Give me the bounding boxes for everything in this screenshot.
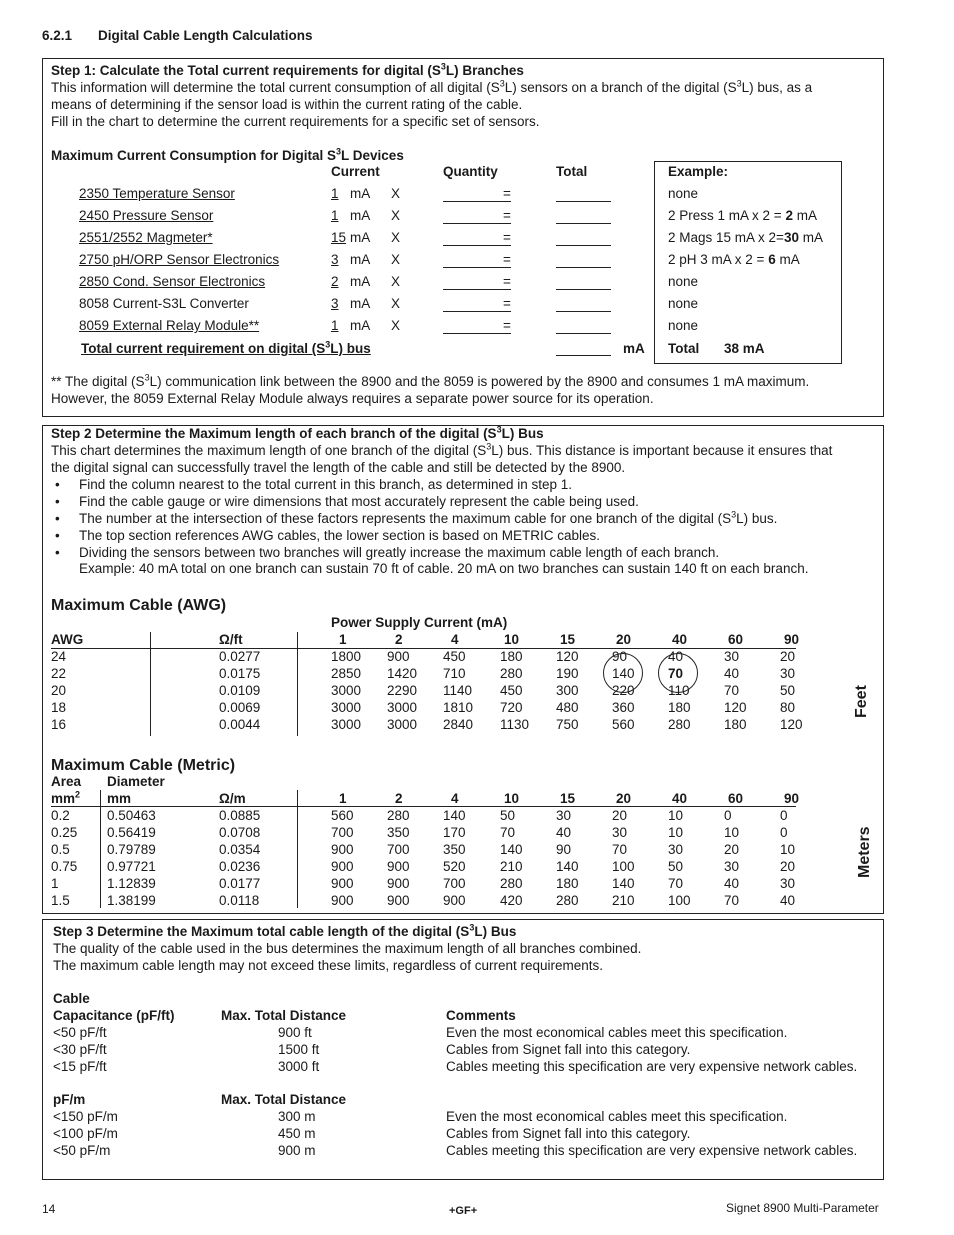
equals-sign: = — [503, 296, 511, 311]
equals-sign: = — [503, 252, 511, 267]
total-current-label: Total current requirement on digital $(S^3L)$ bus — [81, 339, 371, 356]
equals-sign: = — [503, 230, 511, 245]
bullet-text: Find the column nearest to the total current in this branch, as determined in step 1. — [79, 477, 573, 492]
metric-cell: 40 — [780, 893, 796, 908]
distance-value: 900 m — [278, 1143, 316, 1158]
awg-cell: 1140 — [443, 683, 473, 698]
example-entry: none — [668, 296, 699, 311]
metric-cell: 0 — [724, 808, 732, 823]
capacitance-value: <50 pF/m — [53, 1143, 111, 1158]
metric-cell: 280 — [500, 876, 523, 891]
total-blank[interactable] — [556, 223, 611, 224]
awg-ohm: 0.0044 — [219, 717, 261, 732]
awg-col-header: AWG — [51, 632, 84, 647]
bullet-text: The number at the intersection of these factors represents the maximum cable for one branch of the digital $(S^3L)$ bus. — [79, 509, 778, 526]
step3-line1: The quality of the cable used in the bus determines the maximum length of all branches combined. — [53, 941, 642, 956]
awg-cell: 2840 — [443, 717, 474, 732]
example-title: Example: — [668, 164, 729, 179]
step1-heading: Step 1: Calculate the Total current requirements for digital $(S^3L)$ Branches — [51, 61, 524, 78]
example-entry: 2 Mags 15 mA x 2=30 mA — [668, 230, 823, 245]
section-title: Digital Cable Length Calculations — [98, 28, 313, 43]
metric-cell: 50 — [668, 859, 684, 874]
device-current: 15 — [331, 230, 347, 245]
awg-cell: 140 — [612, 666, 635, 681]
step2-heading: Step 2 Determine the Maximum length of each branch of the digital $(S^3L)$ Bus — [51, 424, 544, 441]
equals-sign: = — [503, 318, 511, 333]
awg-gauge: 24 — [51, 649, 67, 664]
metric-cell: 30 — [612, 825, 628, 840]
metric-cell: 900 — [331, 859, 354, 874]
device-name: 2450 Pressure Sensor — [79, 208, 214, 223]
metric-cell: 900 — [331, 876, 354, 891]
awg-header-rule — [51, 648, 796, 649]
quantity-blank[interactable] — [443, 223, 511, 224]
metric-cell: 900 — [331, 842, 354, 857]
example-entry: 2 Press 1 mA x 2 = 2 mA — [668, 208, 817, 223]
step3-heading: Step 3 Determine the Maximum total cable length of the digital $(S^3L)$ Bus — [53, 922, 517, 939]
awg-title: Maximum Cable (AWG) — [51, 597, 227, 614]
device-unit: mA — [350, 208, 371, 223]
bullet-mark: • — [55, 494, 60, 509]
awg-cell: 450 — [500, 683, 523, 698]
circle-highlight-70 — [658, 653, 698, 693]
awg-cell: 1810 — [443, 700, 474, 715]
awg-cell: 3000 — [331, 683, 362, 698]
awg-divider-2 — [297, 632, 298, 736]
metric-cell: 140 — [500, 842, 523, 857]
metric-cell: 30 — [780, 876, 796, 891]
metric-cell: 700 — [387, 842, 410, 857]
metric-cell: 900 — [387, 893, 410, 908]
awg-cell: 120 — [780, 717, 803, 732]
metric-cell: 40 — [556, 825, 572, 840]
distance-value: 1500 ft — [278, 1042, 320, 1057]
metric-cell: 520 — [443, 859, 466, 874]
awg-ohm: 0.0277 — [219, 649, 261, 664]
device-unit: mA — [350, 252, 371, 267]
awg-cell: 120 — [724, 700, 747, 715]
metric-area: 0.5 — [51, 842, 70, 857]
current-col-header: 20 — [616, 791, 632, 806]
metric-cell: 0 — [780, 808, 788, 823]
metric-cell: 280 — [387, 808, 410, 823]
psu-label: Power Supply Current (mA) — [331, 615, 508, 630]
metric-cell: 10 — [668, 825, 684, 840]
metric-diameter: 0.56419 — [107, 825, 156, 840]
ohm-m-header: Ω/m — [219, 791, 246, 806]
awg-gauge: 18 — [51, 700, 67, 715]
metric-cell: 0 — [780, 825, 788, 840]
total-blank[interactable] — [556, 267, 611, 268]
metric-cell: 20 — [724, 842, 740, 857]
awg-cell: 40 — [668, 649, 684, 664]
step1-line2: means of determining if the sensor load is within the current rating of the cable. — [51, 97, 523, 112]
total-blank[interactable] — [556, 333, 611, 334]
bullet-text: Find the cable gauge or wire dimensions that most accurately represent the cable being used. — [79, 494, 639, 509]
distance-value: 450 m — [278, 1126, 316, 1141]
current-col-header: 60 — [728, 791, 744, 806]
page-number: 14 — [42, 1202, 56, 1216]
metric-diameter: 0.97721 — [107, 859, 156, 874]
current-col-header: 10 — [504, 632, 520, 647]
max-distance-header-2: Max. Total Distance — [221, 1092, 347, 1107]
current-col-header: 15 — [560, 632, 576, 647]
awg-cell: 1420 — [387, 666, 418, 681]
awg-cell: 2290 — [387, 683, 418, 698]
awg-cell: 220 — [612, 683, 635, 698]
max-distance-header: Max. Total Distance — [221, 1008, 347, 1023]
awg-cell: 900 — [387, 649, 410, 664]
device-name: 2850 Cond. Sensor Electronics — [79, 274, 266, 289]
metric-cell: 900 — [387, 859, 410, 874]
device-name: 2350 Temperature Sensor — [79, 186, 235, 201]
awg-ohm: 0.0109 — [219, 683, 261, 698]
current-col-header: 4 — [451, 632, 459, 647]
footnote-line2: However, the 8059 External Relay Module always requires a separate power source for its operation. — [51, 391, 654, 406]
comment-text: Cables meeting this specification are very expensive network cables. — [446, 1059, 858, 1074]
awg-cell: 190 — [556, 666, 579, 681]
current-col-header: 90 — [784, 632, 800, 647]
capacitance-value: <15 pF/ft — [53, 1059, 107, 1074]
bullet-mark: • — [55, 477, 60, 492]
metric-cell: 30 — [668, 842, 684, 857]
multiply-sign: X — [391, 230, 401, 245]
step3-line2: The maximum cable length may not exceed these limits, regardless of current requirements. — [53, 958, 603, 973]
metric-cell: 700 — [331, 825, 354, 840]
metric-cell: 10 — [780, 842, 796, 857]
comment-text: Cables from Signet fall into this category. — [446, 1042, 691, 1057]
current-col-header: 2 — [395, 632, 403, 647]
multiply-sign: X — [391, 318, 401, 333]
current-col-header: 4 — [451, 791, 459, 806]
device-name: 8058 Current-S3L Converter — [79, 296, 249, 311]
metric-cell: 900 — [331, 893, 354, 908]
step2-line1: This chart determines the maximum length of one branch of the digital $(S^3L)$ bus. This distance is important because it ensures that — [51, 441, 833, 458]
metric-cell: 170 — [443, 825, 466, 840]
device-current: 2 — [331, 274, 339, 289]
awg-cell: 180 — [724, 717, 747, 732]
awg-gauge: 20 — [51, 683, 67, 698]
device-unit: mA — [350, 274, 371, 289]
metric-cell: 50 — [500, 808, 516, 823]
quantity-blank[interactable] — [443, 289, 511, 290]
multiply-sign: X — [391, 208, 401, 223]
device-unit: mA — [350, 230, 371, 245]
metric-area: 0.75 — [51, 859, 78, 874]
awg-cell: 30 — [724, 649, 740, 664]
current-col-header: 15 — [560, 791, 576, 806]
quantity-blank[interactable] — [443, 245, 511, 246]
diameter-header: Diameter — [107, 774, 165, 789]
footnote-line1: ** The digital $(S^3L)$ communication link between the 8900 and the 8059 is powered by the 8900 and consumes 1 mA maximum. — [51, 372, 810, 389]
current-col-header: 40 — [672, 791, 688, 806]
current-col-header: 2 — [395, 791, 403, 806]
step2-example: Example: 40 mA total on one branch can sustain 70 ft of cable. 20 mA on two branches can sustain 140 ft on each branch. — [79, 561, 809, 576]
awg-cell: 180 — [668, 700, 691, 715]
col-quantity: Quantity — [443, 164, 498, 179]
metric-ohm: 0.0708 — [219, 825, 261, 840]
metric-area: 1 — [51, 876, 59, 891]
metric-cell: 700 — [443, 876, 466, 891]
multiply-sign: X — [391, 252, 401, 267]
awg-cell: 280 — [668, 717, 691, 732]
area-header: Area — [51, 774, 82, 789]
awg-cell: 3000 — [331, 717, 362, 732]
example-entry: none — [668, 186, 699, 201]
current-col-header: 40 — [672, 632, 688, 647]
section-number: 6.2.1 — [42, 28, 73, 43]
example-entry: none — [668, 274, 699, 289]
comment-text: Even the most economical cables meet this specification. — [446, 1109, 788, 1124]
device-unit: mA — [350, 318, 371, 333]
awg-cell: 70 — [724, 683, 740, 698]
quantity-blank[interactable] — [443, 333, 511, 334]
metric-diameter: 0.79789 — [107, 842, 156, 857]
metric-cell: 900 — [387, 876, 410, 891]
capacitance-header: Capacitance (pF/ft) — [53, 1008, 175, 1023]
mm2-header: $mm^2$ — [51, 789, 81, 806]
device-name: 2551/2552 Magmeter* — [79, 230, 213, 245]
metric-cell: 90 — [556, 842, 572, 857]
metric-cell: 10 — [724, 825, 740, 840]
awg-cell: 50 — [780, 683, 796, 698]
awg-cell: 360 — [612, 700, 635, 715]
metric-area: 0.2 — [51, 808, 70, 823]
comment-text: Cables meeting this specification are very expensive network cables. — [446, 1143, 858, 1158]
metric-cell: 70 — [500, 825, 516, 840]
metric-ohm: 0.0354 — [219, 842, 261, 857]
awg-cell: 120 — [556, 649, 579, 664]
metric-ohm: 0.0885 — [219, 808, 261, 823]
awg-cell: 1800 — [331, 649, 362, 664]
metric-cell: 350 — [443, 842, 466, 857]
awg-cell: 80 — [780, 700, 796, 715]
awg-cell: 3000 — [331, 700, 362, 715]
metric-cell: 560 — [331, 808, 354, 823]
metric-divider-1 — [100, 790, 101, 908]
circle-highlight-140 — [603, 653, 643, 693]
distance-value: 300 m — [278, 1109, 316, 1124]
awg-cell: 90 — [612, 649, 628, 664]
capacitance-value: <50 pF/ft — [53, 1025, 107, 1040]
device-current: 1 — [331, 318, 339, 333]
total-blank[interactable] — [556, 201, 611, 202]
awg-cell: 560 — [612, 717, 635, 732]
device-unit: mA — [350, 296, 371, 311]
awg-cell: 70 — [668, 666, 684, 681]
total-blank[interactable] — [556, 289, 611, 290]
example-entry: 2 pH 3 mA x 2 = 6 mA — [668, 252, 800, 267]
meters-label: Meters — [856, 826, 873, 878]
bullet-mark: • — [55, 545, 60, 560]
quantity-blank[interactable] — [443, 267, 511, 268]
current-col-header: 10 — [504, 791, 520, 806]
metric-cell: 100 — [612, 859, 635, 874]
awg-ohm: 0.0175 — [219, 666, 261, 681]
bullet-text: Dividing the sensors between two branches will greatly increase the maximum cable length of each branch. — [79, 545, 720, 560]
metric-cell: 70 — [724, 893, 740, 908]
awg-cell: 3000 — [387, 717, 418, 732]
device-name: 2750 pH/ORP Sensor Electronics — [79, 252, 280, 267]
example-entry: none — [668, 318, 699, 333]
metric-ohm: 0.0177 — [219, 876, 261, 891]
capacitance-value: <30 pF/ft — [53, 1042, 107, 1057]
awg-ohm: 0.0069 — [219, 700, 261, 715]
total-unit: mA — [623, 341, 645, 356]
col-total: Total — [556, 164, 588, 179]
metric-cell: 210 — [612, 893, 635, 908]
current-table-title: Maximum Current Consumption for Digital $S^3L$ Devices — [51, 146, 404, 163]
current-col-header: 60 — [728, 632, 744, 647]
metric-cell: 900 — [443, 893, 466, 908]
metric-title: Maximum Cable (Metric) — [51, 757, 236, 774]
metric-cell: 140 — [443, 808, 466, 823]
awg-cell: 40 — [724, 666, 740, 681]
total-blank[interactable] — [556, 245, 611, 246]
metric-diameter: 0.50463 — [107, 808, 156, 823]
ohm-ft-col-header: Ω/ft — [219, 632, 243, 647]
metric-cell: 350 — [387, 825, 410, 840]
comment-text: Cables from Signet fall into this category. — [446, 1126, 691, 1141]
metric-cell: 140 — [556, 859, 579, 874]
current-col-header: 90 — [784, 791, 800, 806]
quantity-blank[interactable] — [443, 311, 511, 312]
awg-cell: 2850 — [331, 666, 362, 681]
metric-diameter: 1.38199 — [107, 893, 156, 908]
awg-cell: 110 — [668, 683, 690, 698]
metric-divider-2 — [297, 790, 298, 908]
metric-cell: 180 — [556, 876, 579, 891]
bullet-text: The top section references AWG cables, the lower section is based on METRIC cables. — [79, 528, 600, 543]
current-col-header: 1 — [339, 791, 347, 806]
metric-area: 0.25 — [51, 825, 78, 840]
equals-sign: = — [503, 208, 511, 223]
product-name: Signet 8900 Multi-Parameter — [726, 1201, 879, 1215]
awg-cell: 750 — [556, 717, 579, 732]
awg-divider-1 — [150, 632, 151, 736]
example-total-label: Total — [668, 341, 700, 356]
device-current: 3 — [331, 296, 339, 311]
metric-cell: 140 — [612, 876, 635, 891]
metric-cell: 100 — [668, 893, 691, 908]
equals-sign: = — [503, 186, 511, 201]
awg-cell: 710 — [443, 666, 466, 681]
step2-line2: the digital signal can successfully travel the length of the cable and still be detected by the 8900. — [51, 460, 626, 475]
step1-line1: This information will determine the total current consumption of all digital $(S^3L)$ sensors on a branch of the digital $(S^3L)$ bus, as a — [51, 78, 813, 95]
awg-cell: 3000 — [387, 700, 418, 715]
metric-cell: 30 — [556, 808, 572, 823]
awg-cell: 720 — [500, 700, 523, 715]
metric-cell: 70 — [612, 842, 628, 857]
metric-cell: 280 — [556, 893, 579, 908]
col-current: Current — [331, 164, 380, 179]
metric-cell: 420 — [500, 893, 523, 908]
metric-ohm: 0.0118 — [219, 893, 260, 908]
metric-cell: 40 — [724, 876, 740, 891]
bullet-mark: • — [55, 528, 60, 543]
awg-cell: 280 — [500, 666, 523, 681]
equals-sign: = — [503, 274, 511, 289]
example-total-value: 38 mA — [724, 341, 765, 356]
device-current: 1 — [331, 208, 339, 223]
awg-cell: 450 — [443, 649, 466, 664]
device-unit: mA — [350, 186, 371, 201]
metric-cell: 70 — [668, 876, 684, 891]
mm-header: mm — [107, 791, 132, 806]
cable-label: Cable — [53, 991, 90, 1006]
metric-diameter: 1.12839 — [107, 876, 156, 891]
metric-cell: 30 — [724, 859, 740, 874]
multiply-sign: X — [391, 186, 401, 201]
total-blank[interactable] — [556, 355, 611, 356]
device-current: 1 — [331, 186, 339, 201]
awg-cell: 20 — [780, 649, 796, 664]
feet-label: Feet — [853, 685, 870, 718]
multiply-sign: X — [391, 274, 401, 289]
metric-header-rule — [51, 806, 796, 807]
gf-logo: +GF+ — [449, 1205, 478, 1217]
comment-text: Even the most economical cables meet this specification. — [446, 1025, 788, 1040]
awg-cell: 300 — [556, 683, 579, 698]
metric-area: 1.5 — [51, 893, 70, 908]
pfm-header: pF/m — [53, 1092, 86, 1107]
metric-ohm: 0.0236 — [219, 859, 261, 874]
device-name: 8059 External Relay Module** — [79, 318, 260, 333]
distance-value: 900 ft — [278, 1025, 312, 1040]
metric-cell: 20 — [612, 808, 628, 823]
step1-line3: Fill in the chart to determine the current requirements for a specific set of sensors. — [51, 114, 540, 129]
awg-cell: 30 — [780, 666, 796, 681]
awg-cell: 480 — [556, 700, 579, 715]
awg-gauge: 16 — [51, 717, 67, 732]
metric-cell: 210 — [500, 859, 523, 874]
awg-gauge: 22 — [51, 666, 67, 681]
metric-cell: 20 — [780, 859, 796, 874]
distance-value: 3000 ft — [278, 1059, 320, 1074]
device-current: 3 — [331, 252, 339, 267]
awg-cell: 180 — [500, 649, 523, 664]
capacitance-value: <150 pF/m — [53, 1109, 118, 1124]
current-col-header: 20 — [616, 632, 632, 647]
comments-header: Comments — [446, 1008, 516, 1023]
bullet-mark: • — [55, 511, 60, 526]
metric-cell: 10 — [668, 808, 684, 823]
awg-cell: 1130 — [500, 717, 530, 732]
current-col-header: 1 — [339, 632, 347, 647]
total-blank[interactable] — [556, 311, 611, 312]
capacitance-value: <100 pF/m — [53, 1126, 118, 1141]
multiply-sign: X — [391, 296, 401, 311]
quantity-blank[interactable] — [443, 201, 511, 202]
